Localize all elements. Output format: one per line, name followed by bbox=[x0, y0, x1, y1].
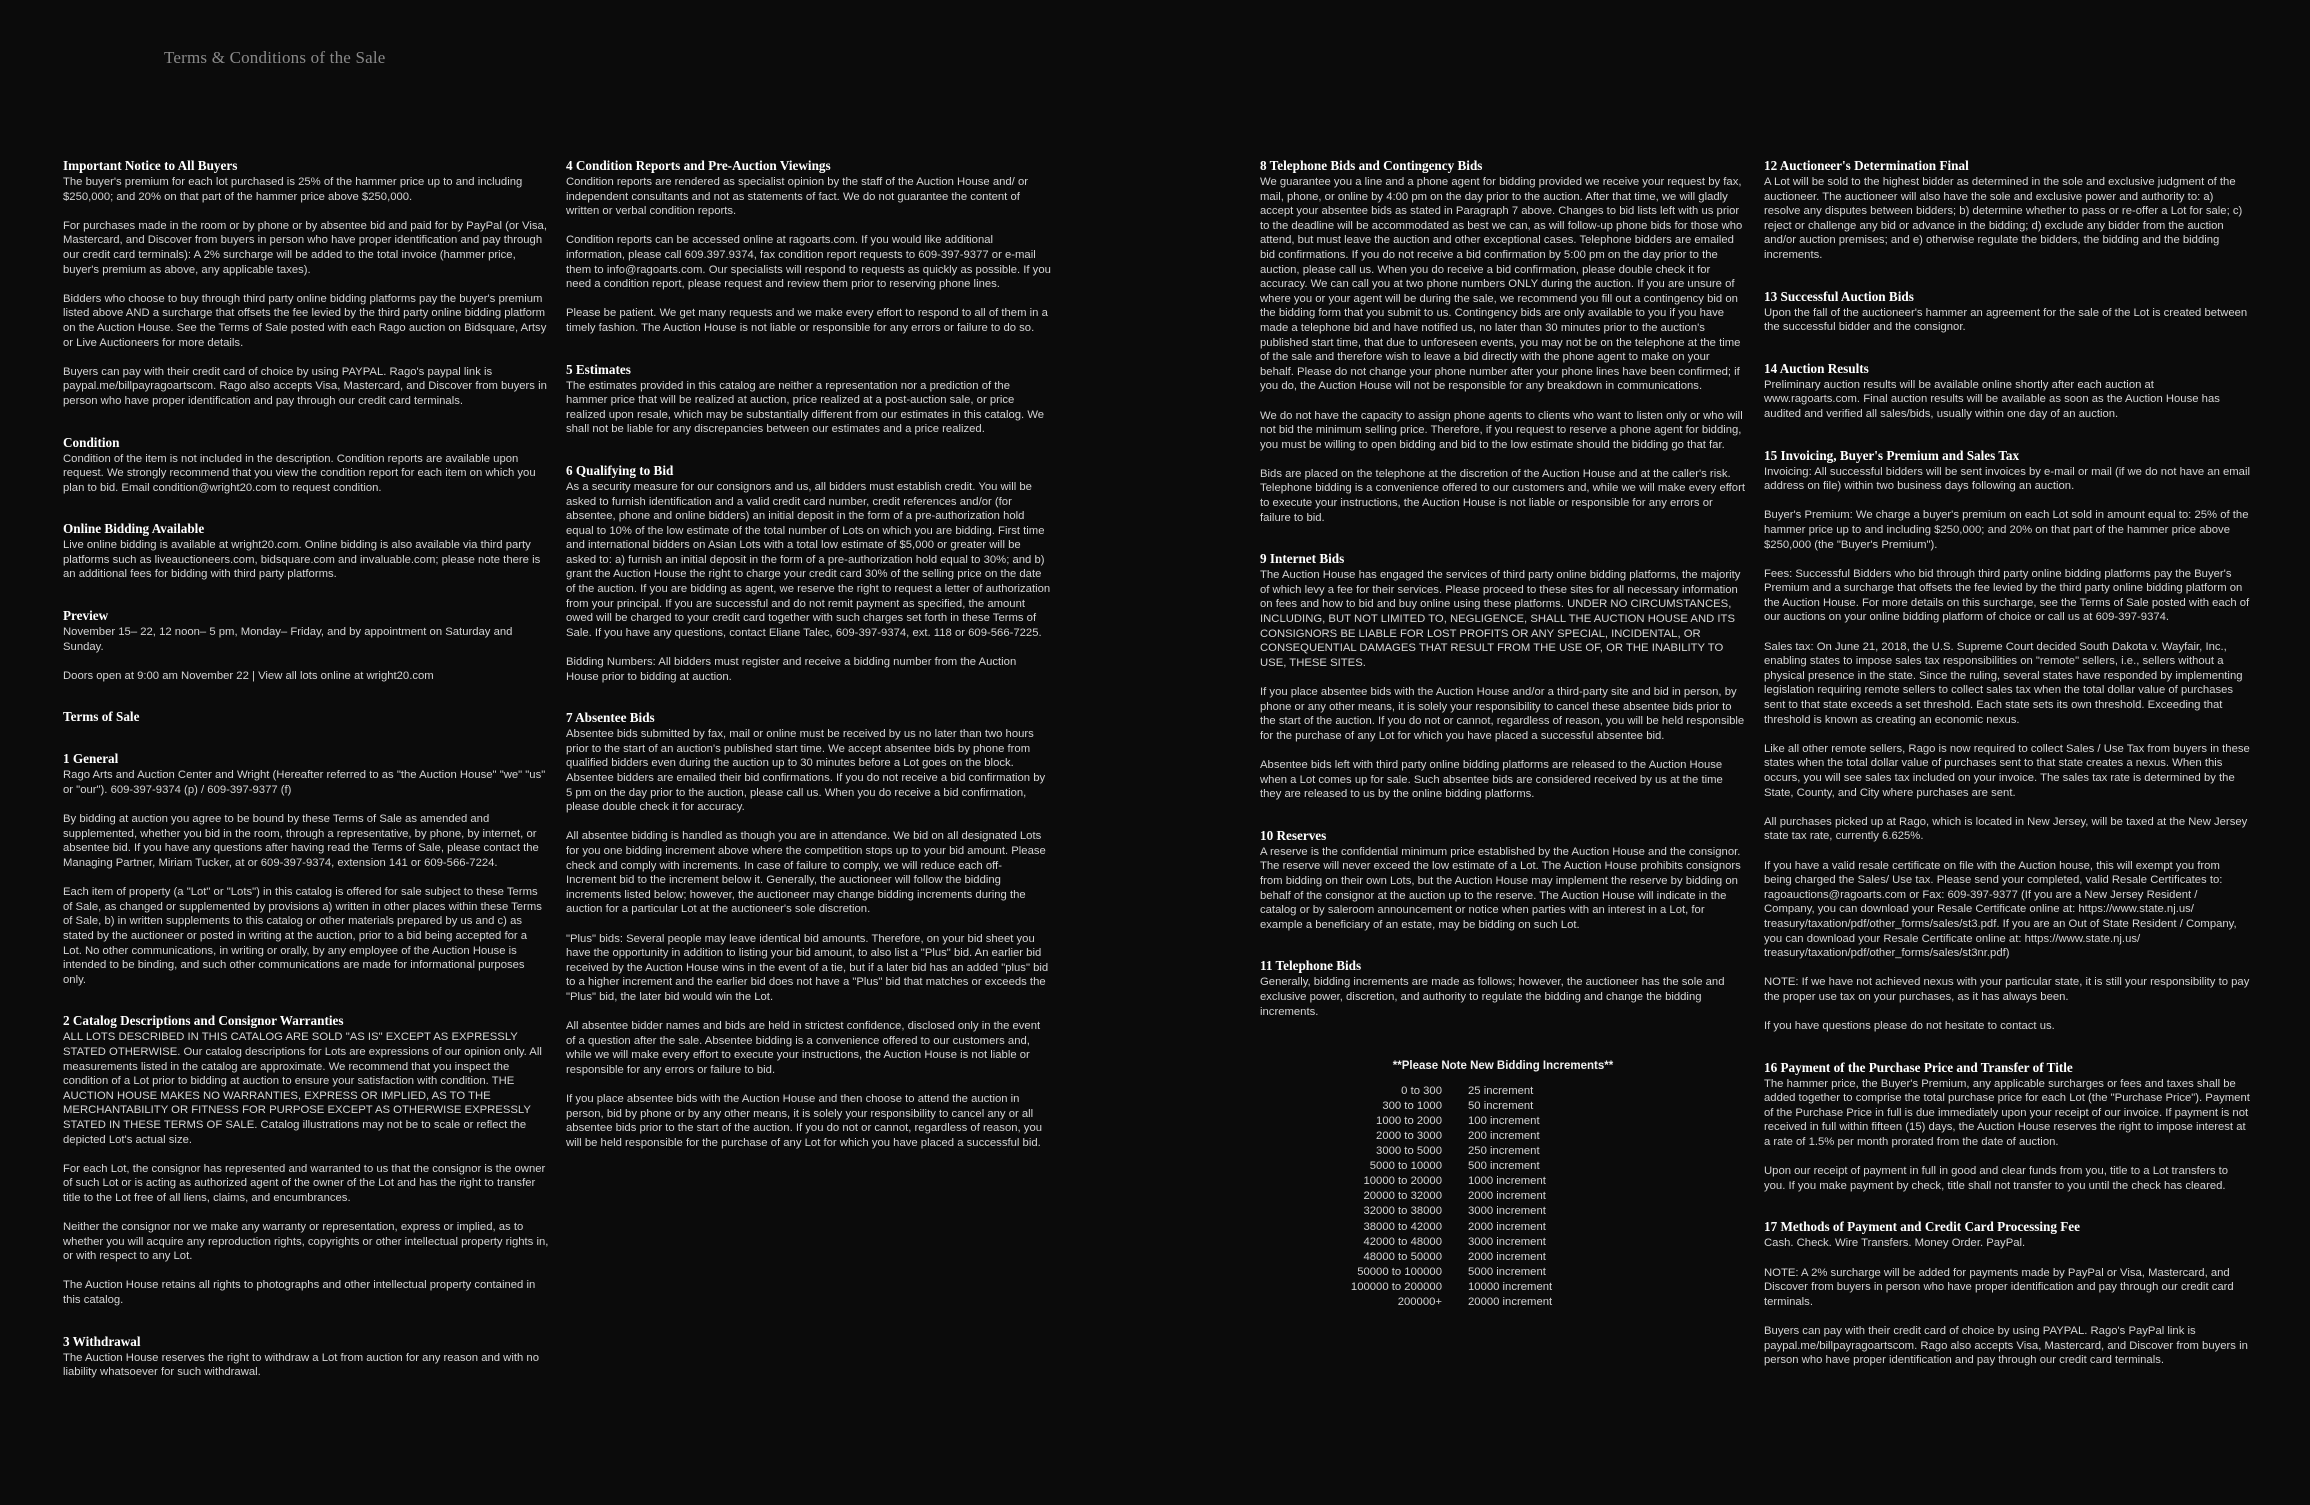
section-paragraph: If you have a valid resale certificate on file with the Auction house, this will exempt you from being charged the Sales/ Use tax. Please send your completed, valid Resale Certificates to: ragoauctions@ragoarts.com or Fax: 609-397-9377 (If you are a New Jersey Resident / Company, you can download your Resale Certificate online at: https://www.state.nj.us/ treasury/taxation/pdf/other_forms/sales/st3.pdf. If you are an Out of State Resident / Company, you can download your Resale Certificate online at: https://www.state.nj.us/ treasury/taxation/pdf/other_forms/sales/st3nr.pdf) bbox=[1764, 859, 2237, 960]
section-heading: 17 Methods of Payment and Credit Card Processing Fee bbox=[1764, 1219, 2080, 1235]
increment-row bbox=[1260, 1144, 1746, 1159]
section-paragraph: Absentee bids left with third party online bidding platforms are released to the Auction House when a Lot comes up for sale. Such absentee bids are considered received by us at the time they are released to us by the online bidding platforms. bbox=[1260, 758, 1723, 801]
increment-row bbox=[1260, 1114, 1746, 1129]
increment-row bbox=[1260, 1129, 1746, 1144]
section-paragraph: Each item of property (a "Lot" or "Lots") in this catalog is offered for sale subject to these Terms of Sale, as changed or supplemented by provisions a) written in other places within these Terms of Sale, b) in written supplements to this catalog or other materials prepared by us and c) as stated by the auctioneer or posted in writing at the auction, prior to a bid being accepted for a Lot. No other communications, in writing or orally, by any employee of the Auction House is intended to be binding, and such other communications are made for informational purposes only. bbox=[63, 886, 542, 986]
increment-amount: 5000 increment bbox=[1468, 1265, 1546, 1278]
section-4-condition-reports-and-pre-auction-viewings bbox=[566, 158, 1052, 336]
increment-amount: 1000 increment bbox=[1468, 1175, 1546, 1188]
increment-row bbox=[1260, 1250, 1746, 1265]
section-paragraph: NOTE: A 2% surcharge will be added for payments made by PayPal or Visa, Mastercard, and Discover from buyers in person who have proper identification and pay through our credit card terminals. bbox=[1764, 1266, 2234, 1308]
page-title: Terms & Conditions of the Sale bbox=[164, 48, 386, 67]
section-heading: 6 Qualifying to Bid bbox=[566, 462, 674, 478]
section-12-auctioneer-s-determination-final bbox=[1764, 158, 2250, 263]
section-important-notice-to-all-buyers bbox=[63, 158, 549, 409]
section-paragraph: Rago Arts and Auction Center and Wright (Hereafter referred to as "the Auction House" "we" "us" or "our"). 609-397-9374 (p) / 609-397-9377 (f) bbox=[63, 769, 546, 797]
section-heading: Online Bidding Available bbox=[63, 521, 205, 537]
section-heading: Important Notice to All Buyers bbox=[63, 158, 238, 173]
section-heading: 8 Telephone Bids and Contingency Bids bbox=[1260, 158, 1483, 173]
section-6-qualifying-to-bid bbox=[566, 463, 1052, 684]
section-paragraph: Fees: Successful Bidders who bid through third party online bidding platforms pay the Buyer's Premium and a surcharge that offsets the fee levied by the third party online bidding platform on the Auction House. For more details on this surcharge, see the Terms of Sale posted with each of our auctions on your online bidding platform of choice or call us at 609-397-9374. bbox=[1764, 567, 2250, 624]
section-15-invoicing-buyer-s-premium-and-sales-tax bbox=[1764, 448, 2250, 1034]
section-paragraph: NOTE: If we have not achieved nexus with your particular state, it is still your responsibility to pay the proper use tax on your purchases, as it has always been. bbox=[1764, 976, 2250, 1003]
section-heading: 4 Condition Reports and Pre-Auction Viewings bbox=[566, 158, 831, 173]
column-3 bbox=[1260, 158, 1746, 1310]
section-paragraph: We do not have the capacity to assign phone agents to clients who want to listen only or who will not bid the minimum selling price. Therefore, if you request to reserve a phone agent for bidding, you must be willing to open bidding and bid to the low estimate should the bidding go that far. bbox=[1260, 409, 1743, 451]
increment-amount: 100 increment bbox=[1468, 1114, 1540, 1127]
section-16-payment-of-the-purchase-price-and-transfer-of-title bbox=[1764, 1060, 2250, 1194]
increment-range: 38000 to 42000 bbox=[1363, 1220, 1442, 1233]
increment-row bbox=[1260, 1295, 1746, 1310]
section-paragraph: The estimates provided in this catalog are neither a representation nor a prediction of the hammer price that will be realized at auction, price realized at a post-auction sale, or price realized upon resale, which may be substantially different from our estimates in this catalog. We shall not be liable for any discrepancies between our estimates and a price realized. bbox=[566, 379, 1045, 436]
section-heading: 9 Internet Bids bbox=[1260, 551, 1345, 567]
section-heading: Preview bbox=[63, 608, 109, 624]
section-paragraph: If you have questions please do not hesitate to contact us. bbox=[1764, 1020, 2055, 1033]
section-17-methods-of-payment-and-credit-card-processing-fee bbox=[1764, 1219, 2250, 1367]
section-heading: 5 Estimates bbox=[566, 361, 631, 377]
section-heading: 12 Auctioneer's Determination Final bbox=[1764, 158, 1969, 173]
section-paragraph: As a security measure for our consignors and us, all bidders must establish credit. You will be asked to furnish identification and a valid credit card number, credit references and/or (for absentee, phone and online bidders) an initial deposit in the form of a pre-authorization hold equal to 10% of the low estimate of the total number of Lots on which you are bidding. First time and international bidders on Asian Lots with a total low estimate of $5,000 or greater will be asked to: a) furnish an initial deposit in the form of a pre-authorization hold equal to 30%; and b) grant the Auction House the right to charge your credit card 30% of the selling price on the date of the auction. If you are bidding as agent, we reserve the right to request a letter of authorization from your principal. If you are successful and do not remit payment as specified, the amount owed will be charged to your credit card together with such charges set forth in these Terms of Sale. If you have any questions, contact Eliane Talec, 609-397-9374, ext. 118 or 609-566-7225. bbox=[566, 480, 1051, 639]
increment-row bbox=[1260, 1235, 1746, 1250]
section-paragraph: A Lot will be sold to the highest bidder as determined in the sole and exclusive judgment of the auctioneer. The auctioneer will also have the sole and exclusive power and authority to: a) resolve any disputes between bidders; b) determine whether to pass or re-offer a Lot for sale; c) reject or challenge any bid or advance in the bidding; d) exclude any bidder from the auction and/or auction premises; and e) otherwise regulate the bidders, the bidding and the bidding increments. bbox=[1764, 176, 2243, 261]
section-paragraph: A reserve is the confidential minimum price established by the Auction House and the consignor. The reserve will never exceed the low estimate of a Lot. The Auction House prohibits consignors from bidding on their own Lots, but the Auction House may implement the reserve by bidding on behalf of the consignor at the auction up to the reserve. The Auction House will indicate in the catalog or by saleroom announcement or notice when parties with an interest in a Lot, for example a beneficiary of an estate, may be bidding on such Lot. bbox=[1260, 845, 1741, 931]
section-heading: 16 Payment of the Purchase Price and Transfer of Title bbox=[1764, 1059, 2073, 1075]
increments-rows bbox=[1260, 1084, 1746, 1310]
section-paragraph: Upon the fall of the auctioneer's hammer an agreement for the sale of the Lot is created between the successful bidder and the consignor. bbox=[1764, 306, 2248, 334]
section-preview bbox=[63, 608, 549, 683]
section-heading: 1 General bbox=[63, 751, 119, 767]
section-heading: 15 Invoicing, Buyer's Premium and Sales Tax bbox=[1764, 447, 2020, 463]
section-heading: Condition bbox=[63, 434, 120, 450]
section-13-successful-auction-bids bbox=[1764, 289, 2250, 335]
section-paragraph: Buyer's Premium: We charge a buyer's premium on each Lot sold in amount equal to: 25% of the hammer price up to and including $250,000; and 20% on that part of the hammer price above $250,000 (the "Buyer's Premium"). bbox=[1764, 509, 2249, 551]
increment-row bbox=[1260, 1220, 1746, 1235]
section-paragraph: Preliminary auction results will be available online shortly after each auction at www.ragoarts.com. Final auction results will be available as soon as the Auction House has audited and verified all sales/bids, usually within one day of an auction. bbox=[1764, 378, 2220, 420]
section-paragraph: If you place absentee bids with the Auction House and then choose to attend the auction in person, bid by phone or by any other means, it is solely your responsibility to cancel any or all absentee bids prior to the start of the auction. If you do not or cannot, regardless of reason, you will be held responsible for the purchase of any Lot for which you have placed a successful bid. bbox=[566, 1093, 1043, 1149]
section-heading: 10 Reserves bbox=[1260, 827, 1327, 843]
increment-row bbox=[1260, 1204, 1746, 1219]
increment-range: 42000 to 48000 bbox=[1363, 1235, 1442, 1248]
section-paragraph: For each Lot, the consignor has represented and warranted to us that the consignor is the owner of such Lot or is acting as authorized agent of the owner of the Lot and has the right to transfer title to the Lot free of all liens, claims, and encumbrances. bbox=[63, 1162, 546, 1204]
increment-range: 10000 to 20000 bbox=[1363, 1175, 1442, 1188]
section-paragraph: By bidding at auction you agree to be bound by these Terms of Sale as amended and supplemented, whether you bid in the room, through a representative, by phone, by internet, or absentee bid. If you have any questions after having read the Terms of Sale, please contact the Managing Partner, Miriam Tucker, at or 609-397-9374, extension 141 or 609-566-7224. bbox=[63, 813, 539, 869]
increment-range: 0 to 300 bbox=[1401, 1084, 1442, 1097]
increment-amount: 2000 increment bbox=[1468, 1190, 1546, 1203]
increment-amount: 200 increment bbox=[1468, 1129, 1540, 1142]
increment-row bbox=[1260, 1280, 1746, 1295]
increment-range: 5000 to 10000 bbox=[1369, 1160, 1442, 1173]
section-paragraph: Absentee bids submitted by fax, mail or online must be received by us no later than two hours prior to the start of an auction's published start time. We accept absentee bids by phone from qualified bidders even during the auction up to 30 minutes before a Lot goes on the block. Absentee bidders are emailed their bid confirmations. If you do not receive a bid confirmation by 5 pm on the day prior to the auction, please call us. When you do receive a bid confirmation, please double check it for accuracy. bbox=[566, 728, 1046, 814]
increment-amount: 3000 increment bbox=[1468, 1235, 1546, 1248]
increment-row bbox=[1260, 1159, 1746, 1174]
section-paragraph: The Auction House has engaged the services of third party online bidding platforms, the majority of which levy a fee for their services. Please proceed to these sites for all necessary information on fees and how to bid and buy online using these platforms. UNDER NO CIRCUMSTANCES, INCLUDING, BUT NOT LIMITED TO, NEGLIGENCE, SHALL THE AUCTION HOUSE AND ITS CONSIGNORS BE LIABLE FOR LOST PROFITS OR ANY SPECIAL, INCIDENTAL, OR CONSEQUENTIAL DAMAGES THAT RESULT FROM THE USE OF, OR THE INABILITY TO USE, THESE SITES. bbox=[1260, 569, 1741, 669]
section-14-auction-results bbox=[1764, 361, 2250, 422]
section-heading: 13 Successful Auction Bids bbox=[1764, 288, 1914, 304]
increment-amount: 3000 increment bbox=[1468, 1205, 1546, 1218]
section-terms-of-sale bbox=[63, 709, 549, 725]
section-paragraph: For purchases made in the room or by phone or by absentee bid and paid for by PayPal (or Visa, Mastercard, and Discover from buyers in person who have proper identification and pay through our credit card terminals): A 2% surcharge will be added to the total invoice (hammer price, buyer's premium as above, any applicable taxes). bbox=[63, 219, 547, 276]
increment-amount: 250 increment bbox=[1468, 1145, 1540, 1158]
increment-amount: 500 increment bbox=[1468, 1160, 1540, 1173]
section-paragraph: Condition of the item is not included in the description. Condition reports are available upon request. We strongly recommend that you view the condition report for each item on which you plan to bid. Email condition@wright20.com to request condition. bbox=[63, 452, 536, 494]
section-paragraph: November 15– 22, 12 noon– 5 pm, Monday– Friday, and by appointment on Saturday and Sunday. bbox=[63, 626, 513, 653]
section-heading: 2 Catalog Descriptions and Consignor Warranties bbox=[63, 1013, 344, 1029]
increment-amount: 25 increment bbox=[1468, 1084, 1534, 1097]
section-paragraph: Like all other remote sellers, Rago is now required to collect Sales / Use Tax from buyers in these states when the total dollar value of purchases sent to that state creates a nexus. When this occurs, you will see sales tax included on your invoice. The sales tax rate is determined by the State, County, and City where purchases are sent. bbox=[1764, 742, 2250, 799]
section-paragraph: Neither the consignor nor we make any warranty or representation, express or implied, as to whether you will acquire any reproduction rights, copyrights or other intellectual property rights in, or with respect to any Lot. bbox=[63, 1221, 549, 1263]
increment-amount: 50 increment bbox=[1468, 1099, 1534, 1112]
section-online-bidding-available bbox=[63, 521, 549, 582]
increment-row bbox=[1260, 1099, 1746, 1114]
increment-range: 3000 to 5000 bbox=[1376, 1145, 1442, 1158]
section-heading: Terms of Sale bbox=[63, 709, 140, 725]
section-1-general bbox=[63, 751, 549, 987]
section-3-withdrawal bbox=[63, 1334, 549, 1380]
section-heading: 7 Absentee Bids bbox=[566, 710, 655, 726]
column-1 bbox=[63, 158, 549, 1406]
increment-amount: 10000 increment bbox=[1468, 1280, 1553, 1293]
section-5-estimates bbox=[566, 362, 1052, 437]
section-paragraph: Invoicing: All successful bidders will be sent invoices by e-mail or mail (if we do not have an email address on file) within two business days following an auction. bbox=[1764, 465, 2250, 493]
section-paragraph: All absentee bidder names and bids are held in strictest confidence, disclosed only in the event of a question after the sale. Absentee bidding is a convenience offered to our customers and, while we will make every effort to execute your instructions, the Auction House is not liable or responsible for any errors or failure to bid. bbox=[566, 1020, 1041, 1076]
column-2 bbox=[566, 158, 1052, 1176]
section-paragraph: Cash. Check. Wire Transfers. Money Order. PayPal. bbox=[1764, 1237, 2026, 1250]
section-condition bbox=[63, 435, 549, 496]
section-paragraph: Condition reports can be accessed online at ragoarts.com. If you would like additional information, please call 609.397.9374, fax condition report requests to 609-397-9377 or e-mail them to info@ragoarts.com. Our specialists will respond to requests as quickly as possible. If you need a condition report, please request and review them prior to reserving phone lines. bbox=[566, 234, 1051, 291]
section-paragraph: Sales tax: On June 21, 2018, the U.S. Supreme Court decided South Dakota v. Wayfair, Inc., enabling states to impose sales tax responsibilities on "remote" sellers, i.e., sellers without a physical presence in the state. Since the ruling, several states have responded by implementing legislation requiring remote sellers to collect sales tax when the total dollar value of purchases sent to that state exceeds a set threshold. Each state sets its own threshold. Exceeding that threshold is known as creating an economic nexus. bbox=[1764, 640, 2243, 726]
section-2-catalog-descriptions-and-consignor-warranties bbox=[63, 1013, 549, 1307]
increment-row bbox=[1260, 1265, 1746, 1280]
increment-amount: 2000 increment bbox=[1468, 1220, 1546, 1233]
increment-range: 1000 to 2000 bbox=[1376, 1114, 1442, 1127]
increment-range: 50000 to 100000 bbox=[1357, 1265, 1442, 1278]
section-paragraph: Bids are placed on the telephone at the discretion of the Auction House and at the caller's risk. Telephone bidding is a convenience offered to our customers and, while we will make every effort to execute your instructions, the Auction House is not liable or responsible for any errors or failure to bid. bbox=[1260, 467, 1745, 524]
section-paragraph: Live online bidding is available at wright20.com. Online bidding is also available via third party platforms such as liveauctioneers.com, bidsquare.com and invaluable.com; please note there is an additional fees for bidding with third party platforms. bbox=[63, 539, 541, 581]
section-paragraph: The Auction House retains all rights to photographs and other intellectual property contained in this catalog. bbox=[63, 1279, 536, 1307]
column-4 bbox=[1764, 158, 2250, 1394]
section-paragraph: Buyers can pay with their credit card of choice by using PAYPAL. Rago's PayPal link is paypal.me/billpayragoartscom. Rago also accepts Visa, Mastercard, and Discover from buyers in person who have proper identification and pay through our credit card terminals. bbox=[1764, 1325, 2248, 1367]
section-paragraph: Buyers can pay with their credit card of choice by using PAYPAL. Rago's paypal link is paypal.me/billpayragoartscom. Rago also accepts Visa, Mastercard, and Discover from buyers in person who have proper identification and pay through our credit card terminals. bbox=[63, 365, 547, 407]
increments-title: **Please Note New Bidding Increments** bbox=[1392, 1060, 1614, 1073]
section-paragraph: Condition reports are rendered as specialist opinion by the staff of the Auction House and/ or independent consultants and not as statements of fact. We do not guarantee the content of written or verbal condition reports. bbox=[566, 176, 1028, 218]
section-7-absentee-bids bbox=[566, 710, 1052, 1150]
bidding-increments-table bbox=[1260, 1059, 1746, 1310]
increment-row bbox=[1260, 1174, 1746, 1189]
column-3-sections bbox=[1260, 158, 1746, 1019]
increment-range: 100000 to 200000 bbox=[1350, 1280, 1442, 1293]
section-paragraph: The buyer's premium for each lot purchased is 25% of the hammer price up to and including $250,000; and 20% on that part of the hammer price above $250,000. bbox=[63, 176, 523, 203]
increment-range: 2000 to 3000 bbox=[1376, 1129, 1442, 1142]
section-10-reserves bbox=[1260, 828, 1746, 933]
section-paragraph: "Plus" bids: Several people may leave identical bid amounts. Therefore, on your bid sheet you have the opportunity in addition to listing your bid amount, to also list a "Plus" bid. An earlier bid received by the Auction House wins in the event of a tie, but if a later bid has an added "plus" bid to a higher increment and the earlier bid does not have a "Plus" bid that matches or exceeds the "Plus" bid, the later bid would win the Lot. bbox=[566, 932, 1049, 1003]
section-paragraph: All absentee bidding is handled as though you are in attendance. We bid on all designated Lots for you one bidding increment above where the competition stops up to your bid amount. Please check and comply with increments. In case of failure to comply, we will reduce each off-Increment bid to the increment below it. Generally, the auctioneer will follow the bidding increments listed below; however, the auctioneer may change bidding increments during the auction for a particular Lot at the auctioneer's sole discretion. bbox=[566, 830, 1046, 916]
increment-range: 20000 to 32000 bbox=[1363, 1190, 1442, 1203]
section-paragraph: The hammer price, the Buyer's Premium, any applicable surcharges or fees and taxes shall be added together to comprise the total purchase price for each Lot (the "Purchase Price"). Payment of the Purchase Price in full is due immediately upon your receipt of our invoice. If payment is not received in full within fifteen (15) days, the Auction House reserves the right to impose interest at a rate of 1.5% per month prorated from the date of auction. bbox=[1764, 1077, 2250, 1149]
section-paragraph: Generally, bidding increments are made as follows; however, the auctioneer has the sole and exclusive power, discretion, and authority to regulate the bidding and change the bidding increments. bbox=[1260, 976, 1725, 1018]
section-9-internet-bids bbox=[1260, 551, 1746, 802]
section-heading: 11 Telephone Bids bbox=[1260, 958, 1362, 974]
section-paragraph: All purchases picked up at Rago, which is located in New Jersey, will be taxed at the New Jersey state tax rate, currently 6.625%. bbox=[1764, 815, 2248, 843]
section-paragraph: Bidding Numbers: All bidders must register and receive a bidding number from the Auction House prior to bidding at auction. bbox=[566, 656, 1017, 683]
section-heading: 14 Auction Results bbox=[1764, 360, 1869, 376]
section-paragraph: ALL LOTS DESCRIBED IN THIS CATALOG ARE SOLD "AS IS" EXCEPT AS EXPRESSLY STATED OTHERWISE. Our catalog descriptions for Lots are expressions of our opinion only. All measurements listed in the catalog are approximate. We recommend that you inspect the condition of a Lot prior to bidding at auction to ensure your satisfaction with condition. THE AUCTION HOUSE MAKES NO WARRANTIES, EXPRESS OR IMPLIED, AS TO THE MERCHANTABILITY OR FITNESS FOR PURPOSE EXCEPT AS OTHERWISE EXPRESSLY STATED IN THESE TERMS OF SALE. Catalog illustrations may not be to scale or reflect the depicted Lot's actual size. bbox=[63, 1031, 542, 1146]
section-8-telephone-bids-and-contingency-bids bbox=[1260, 158, 1746, 525]
section-paragraph: Please be patient. We get many requests and we make every effort to respond to all of them in a timely fashion. The Auction House is not liable or responsible for any errors or failure to do so. bbox=[566, 307, 1048, 334]
increment-range: 200000+ bbox=[1397, 1296, 1442, 1308]
section-paragraph: If you place absentee bids with the Auction House and/or a third-party site and bid in person, by phone or any other means, it is solely your responsibility to cancel these absentee bids prior to the start of the auction. If you do not or cannot, regardless of reason, you will be held responsible for the purchase of any Lot for which you have placed a successful absentee bid. bbox=[1260, 686, 1745, 742]
increment-row bbox=[1260, 1189, 1746, 1204]
section-paragraph: Bidders who choose to buy through third party online bidding platforms pay the buyer's premium listed above AND a surcharge that offsets the fee levied by the third party online bidding platform on the Auction House. See the Terms of Sale posted with each Rago auction on Bidsquare, Artsy or Live Auctioneers for more details. bbox=[63, 292, 547, 349]
section-heading: 3 Withdrawal bbox=[63, 1333, 141, 1349]
section-paragraph: We guarantee you a line and a phone agent for bidding provided we receive your request by fax, mail, phone, or online by 4:00 pm on the day prior to the auction. After that time, we will gladly accept your absentee bids as stated in Paragraph 7 above. Changes to bid lists left with us prior to the deadline will be accommodated as best we can, as will follow-up phone bids for those who attend, but must leave the auction and other exceptional cases. Telephone bidders are emailed bid confirmations. If you do not receive a bid confirmation by 5:00 pm on the day prior to the auction, please call us. When you do receive a bid confirmation, please double check it for accuracy. We can call you at two phone numbers ONLY during the auction. If you are unsure of where you or your agent will be during the sale, we recommend you fill out a contingency bid on the bidding form that you submit to us. Contingency bids are only available to you if you have made a telephone bid and have notified us, no later than 30 minutes prior to the auction's published start time, that due to unforeseen events, you may not be on the telephone at the time of the sale and therefore wish to leave a bid directly with the phone agent to make on your behalf. Please do not change your phone number after your phone lines have been confirmed; if you do, the Auction House will not be responsible for any breakdown in communications. bbox=[1260, 176, 1743, 393]
increment-range: 300 to 1000 bbox=[1382, 1099, 1442, 1112]
section-paragraph: The Auction House reserves the right to withdraw a Lot from auction for any reason and with no liability whatsoever for such withdrawal. bbox=[63, 1351, 539, 1379]
increment-range: 48000 to 50000 bbox=[1363, 1250, 1442, 1263]
increment-row bbox=[1260, 1084, 1746, 1099]
increment-amount: 2000 increment bbox=[1468, 1250, 1546, 1263]
increment-range: 32000 to 38000 bbox=[1363, 1205, 1442, 1218]
section-paragraph: Upon our receipt of payment in full in good and clear funds from you, title to a Lot transfers to you. If you make payment by check, title shall not transfer to you until the check has cleared. bbox=[1764, 1165, 2229, 1192]
increment-amount: 20000 increment bbox=[1468, 1296, 1553, 1308]
section-11-telephone-bids bbox=[1260, 958, 1746, 1019]
section-paragraph: Doors open at 9:00 am November 22 | View all lots online at wright20.com bbox=[63, 669, 434, 682]
